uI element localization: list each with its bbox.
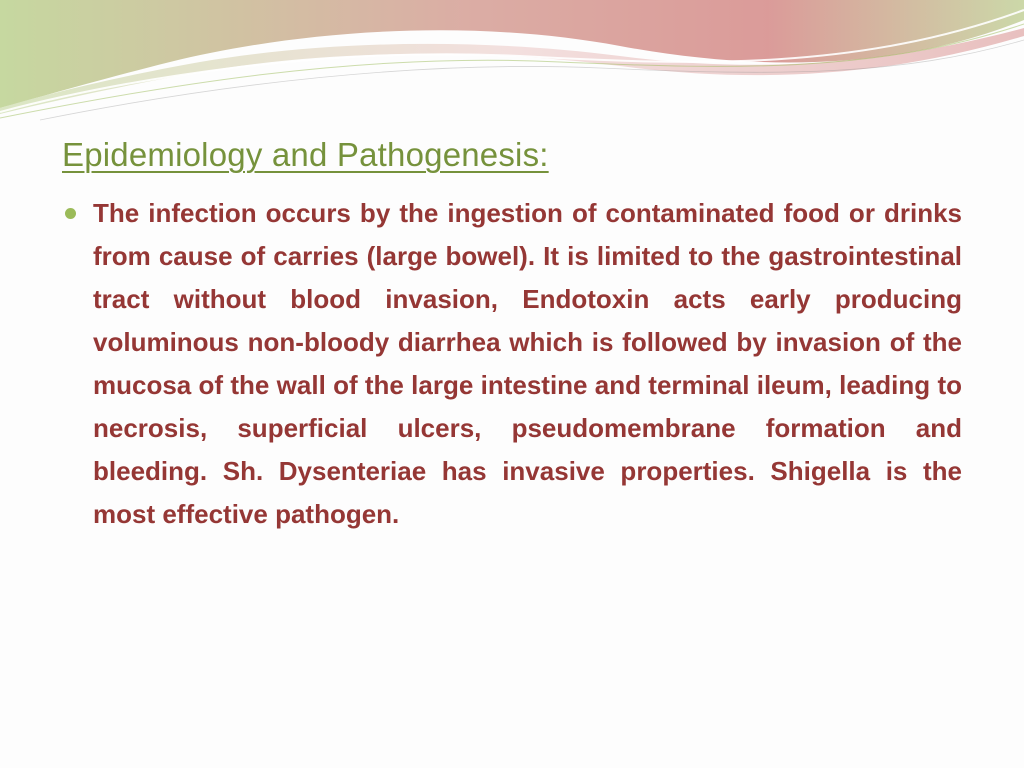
header-wave-decoration [0,0,1024,130]
round-bullet-icon [65,208,76,219]
bullet-list [62,192,962,536]
slide-title: Epidemiology and Pathogenesis: [62,136,549,173]
bullet-item [62,192,962,536]
bullet-text: The infection occurs by the ingestion of contaminated food or drinks from cause of carries (large bowel). It is limited to the gastrointestinal tract without blood invasion, Endotoxin acts early producing voluminous non-bloody diarrhea which is followed by invasion of the mucosa of the wall of the large intestine and terminal ileum, leading to necrosis, superficial ulcers, pseudomembrane formation and bleeding. Sh. Dysenteriae has invasive properties. Shigella is the most effective pathogen. [93,198,962,529]
